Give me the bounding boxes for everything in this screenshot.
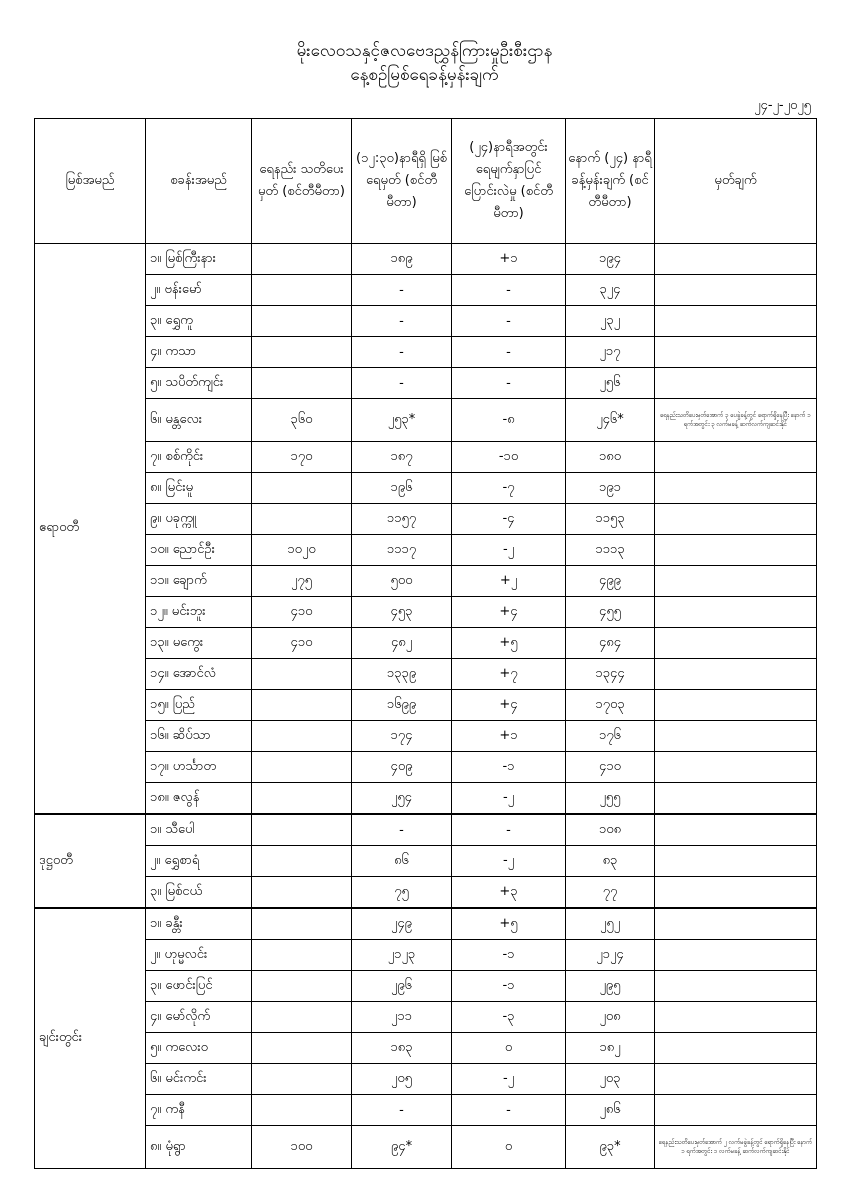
station-name: ၇။ စစ်ကိုင်း — [146, 442, 252, 473]
warning-level — [252, 1064, 352, 1095]
table-row — [35, 908, 817, 940]
station-name: ၈။ မြင်းမူ — [146, 473, 252, 504]
forecast-level: ၂၅၂ — [566, 908, 655, 940]
table-row — [35, 814, 817, 846]
remark — [655, 1095, 817, 1126]
warning-level: ၃၆၀ — [252, 399, 352, 442]
forecast-level: ၂၁၇ — [566, 337, 655, 368]
report-date: ၂၄-၂-၂၀၂၅ — [754, 98, 811, 113]
forecast-level: ၄၁၀ — [566, 752, 655, 783]
remark — [655, 566, 817, 597]
level-change: -၂ — [452, 535, 566, 566]
water-level: ၂၁၁ — [352, 1002, 452, 1033]
warning-level — [252, 337, 352, 368]
remark — [655, 940, 817, 971]
forecast-level: ၁၈၂ — [566, 1033, 655, 1064]
warning-level — [252, 940, 352, 971]
level-change: -၇ — [452, 473, 566, 504]
water-level: - — [352, 368, 452, 399]
remark — [655, 971, 817, 1002]
water-level: - — [352, 814, 452, 846]
table-row — [35, 275, 817, 306]
water-level: ၄၀၉ — [352, 752, 452, 783]
level-change: -၃ — [452, 1002, 566, 1033]
level-change: - — [452, 275, 566, 306]
river-name: ဧရာဝတီ — [35, 244, 146, 815]
warning-level — [252, 846, 352, 877]
remark — [655, 752, 817, 783]
remark — [655, 814, 817, 846]
station-name: ၁၀။ ညောင်ဦး — [146, 535, 252, 566]
level-change: ၀ — [452, 1126, 566, 1169]
warning-level — [252, 877, 352, 909]
river-forecast-table — [34, 118, 817, 1169]
warning-level: ၁၀၀ — [252, 1126, 352, 1169]
station-name: ၁၆။ ဆိပ်သာ — [146, 721, 252, 752]
table-row — [35, 659, 817, 690]
warning-level: ၄၁၀ — [252, 597, 352, 628]
remark — [655, 535, 817, 566]
report-title: နေ့စဉ်မြစ်ရေခန့်မှန်းချက် — [350, 65, 499, 85]
station-name: ၁၃။ မကွေး — [146, 628, 252, 659]
station-name: ၁။ မြစ်ကြီးနား — [146, 244, 252, 275]
level-change: -၂ — [452, 846, 566, 877]
forecast-level: ၄၈၄ — [566, 628, 655, 659]
level-change: -၁ — [452, 752, 566, 783]
table-row — [35, 337, 817, 368]
table-row — [35, 1002, 817, 1033]
remark — [655, 275, 817, 306]
remark — [655, 690, 817, 721]
remark — [655, 1002, 817, 1033]
warning-level — [252, 1002, 352, 1033]
station-name: ၂။ ရွှေစာရံ — [146, 846, 252, 877]
water-level: ၂၅၃* — [352, 399, 452, 442]
remark — [655, 846, 817, 877]
remark — [655, 908, 817, 940]
forecast-level: ၂၀၈ — [566, 1002, 655, 1033]
table-row — [35, 442, 817, 473]
warning-level — [252, 244, 352, 275]
remark — [655, 368, 817, 399]
table-row — [35, 628, 817, 659]
forecast-level: ၄၅၅ — [566, 597, 655, 628]
warning-level: ၂၇၅ — [252, 566, 352, 597]
water-level: ၁၁၅၇ — [352, 504, 452, 535]
water-level: ၁၈၉ — [352, 244, 452, 275]
water-level: ၂၄၉ — [352, 908, 452, 940]
level-change: +၁ — [452, 244, 566, 275]
warning-level — [252, 690, 352, 721]
remark — [655, 473, 817, 504]
station-name: ၁၁။ ချောက် — [146, 566, 252, 597]
table-row — [35, 940, 817, 971]
forecast-level: ၃၂၄ — [566, 275, 655, 306]
remark — [655, 244, 817, 275]
table-row — [35, 783, 817, 815]
level-change: ၀ — [452, 1033, 566, 1064]
table-row — [35, 846, 817, 877]
forecast-level: ၁၇၆ — [566, 721, 655, 752]
col-header-change: (၂၄)နာရီအတွင်း ရေမျက်နှာပြင် ပြောင်းလဲမှု (စင်တီမီတာ) — [452, 119, 566, 244]
warning-level — [252, 783, 352, 815]
col-header-station: စခန်းအမည် — [146, 119, 252, 244]
level-change: -၈ — [452, 399, 566, 442]
station-name: ၂။ ဗန်းမော် — [146, 275, 252, 306]
forecast-level: ၂၁၂၄ — [566, 940, 655, 971]
level-change: - — [452, 814, 566, 846]
station-name: ၁၂။ မင်းဘူး — [146, 597, 252, 628]
level-change: +၂ — [452, 566, 566, 597]
warning-level — [252, 473, 352, 504]
forecast-level: ၂၃၂ — [566, 306, 655, 337]
water-level: ၄၅၃ — [352, 597, 452, 628]
station-name: ၃။ ဖောင်းပြင် — [146, 971, 252, 1002]
forecast-level: ၇၇ — [566, 877, 655, 909]
level-change: - — [452, 337, 566, 368]
remark — [655, 659, 817, 690]
level-change: +၁ — [452, 721, 566, 752]
agency-title: မိုးလေဝသနှင့်ဇလဗေဒညွှန်ကြားမှုဦးစီးဌာန — [296, 41, 553, 61]
level-change: -၁ — [452, 971, 566, 1002]
table-row — [35, 399, 817, 442]
station-name: ၃။ မြစ်ငယ် — [146, 877, 252, 909]
station-name: ၅။ ကလေးဝ — [146, 1033, 252, 1064]
col-header-warning-level: ရေနည်း သတိပေးမှတ် (စင်တီမီတာ) — [252, 119, 352, 244]
level-change: +၃ — [452, 877, 566, 909]
level-change: - — [452, 1095, 566, 1126]
warning-level: ၁၀၂၀ — [252, 535, 352, 566]
water-level: - — [352, 306, 452, 337]
warning-level — [252, 721, 352, 752]
station-name: ၁၅။ ပြည် — [146, 690, 252, 721]
forecast-level: ၁၁၅၃ — [566, 504, 655, 535]
water-level: ၂၅၄ — [352, 783, 452, 815]
remark — [655, 504, 817, 535]
table-row — [35, 535, 817, 566]
station-name: ၄။ ကသာ — [146, 337, 252, 368]
level-change: -၂ — [452, 783, 566, 815]
table-row — [35, 1095, 817, 1126]
water-level: ၇၅ — [352, 877, 452, 909]
remark — [655, 628, 817, 659]
table-row — [35, 473, 817, 504]
warning-level — [252, 275, 352, 306]
table-row — [35, 1064, 817, 1095]
water-level: ၉၄* — [352, 1126, 452, 1169]
forecast-level: ၁၉၁ — [566, 473, 655, 504]
level-change: - — [452, 368, 566, 399]
level-change: +၅ — [452, 628, 566, 659]
warning-level — [252, 1033, 352, 1064]
water-level: ၄၈၂ — [352, 628, 452, 659]
level-change: +၄ — [452, 597, 566, 628]
station-name: ၇။ ကနီ — [146, 1095, 252, 1126]
table-row — [35, 368, 817, 399]
station-name: ၁။ သီပေါ — [146, 814, 252, 846]
warning-level — [252, 814, 352, 846]
table-row — [35, 971, 817, 1002]
water-level: ၂၁၂၃ — [352, 940, 452, 971]
level-change: +၅ — [452, 908, 566, 940]
table-row — [35, 1033, 817, 1064]
col-header-remark: မှတ်ချက် — [655, 119, 817, 244]
station-name: ၆။ မန္တလေး — [146, 399, 252, 442]
station-name: ၁။ ခန္တီး — [146, 908, 252, 940]
level-change: +၄ — [452, 690, 566, 721]
warning-level — [252, 1095, 352, 1126]
warning-level — [252, 659, 352, 690]
remark — [655, 721, 817, 752]
river-name: ချင်းတွင်း — [35, 908, 146, 1169]
station-name: ၁၇။ ဟင်္သာတ — [146, 752, 252, 783]
table-row — [35, 721, 817, 752]
table-header-row — [35, 119, 817, 244]
station-name: ၅။ သပိတ်ကျင်း — [146, 368, 252, 399]
col-header-water-level: (၁၂:၃၀)နာရီရှိ မြစ်ရေမှတ် (စင်တီမီတာ) — [352, 119, 452, 244]
forecast-level: ၄၉၉ — [566, 566, 655, 597]
warning-level — [252, 908, 352, 940]
level-change: -၂ — [452, 1064, 566, 1095]
water-level: ၈၆ — [352, 846, 452, 877]
forecast-level: ၁၃၄၄ — [566, 659, 655, 690]
table-row — [35, 566, 817, 597]
water-level: ၅၀၀ — [352, 566, 452, 597]
remark — [655, 1033, 817, 1064]
level-change: - — [452, 306, 566, 337]
forecast-level: ၁၁၁၃ — [566, 535, 655, 566]
remark — [655, 442, 817, 473]
col-header-river: မြစ်အမည် — [35, 119, 146, 244]
forecast-level: ၂၀၃ — [566, 1064, 655, 1095]
forecast-level: ၁၉၄ — [566, 244, 655, 275]
level-change: -၄ — [452, 504, 566, 535]
station-name: ၆။ မင်းကင်း — [146, 1064, 252, 1095]
station-name: ၂။ ဟုမ္မလင်း — [146, 940, 252, 971]
station-name: ၉။ ပခုက္ကူ — [146, 504, 252, 535]
warning-level — [252, 368, 352, 399]
remark — [655, 337, 817, 368]
table-row — [35, 752, 817, 783]
level-change: -၁၀ — [452, 442, 566, 473]
warning-level: ၁၇၀ — [252, 442, 352, 473]
station-name: ၈။ မုံရွာ — [146, 1126, 252, 1169]
table-body — [35, 244, 817, 1169]
water-level: - — [352, 337, 452, 368]
remark — [655, 1064, 817, 1095]
forecast-level: ၂၅၆ — [566, 368, 655, 399]
station-name: ၃။ ရွှေကူ — [146, 306, 252, 337]
warning-level — [252, 971, 352, 1002]
table-row — [35, 1126, 817, 1169]
water-level: - — [352, 1095, 452, 1126]
water-level: ၁၃၃၉ — [352, 659, 452, 690]
remark: ရေနည်းသတိပေးမှတ်အောက် ၃ ပေခွဲခန့်တွင် ရောက်ရှိနေပြီး နောက် ၁ ရက်အတွင်း ၃ လက်မခန့် ဆက်လက်ကျဆင်းနိုင် — [655, 399, 817, 442]
level-change: -၁ — [452, 940, 566, 971]
warning-level: ၄၁၀ — [252, 628, 352, 659]
forecast-level: ၂၄၆* — [566, 399, 655, 442]
water-level: ၂၉၆ — [352, 971, 452, 1002]
table-row — [35, 244, 817, 275]
forecast-level: ၂၅၅ — [566, 783, 655, 815]
water-level: ၁၈၃ — [352, 1033, 452, 1064]
water-level: ၁၉၆ — [352, 473, 452, 504]
forecast-level: ၁၇၀၃ — [566, 690, 655, 721]
remark: ရေနည်းသတိပေးမှတ်အောက် ၂ လက်မခွဲခန့်တွင် ရောက်ရှိနေပြီး နောက် ၁ ရက်အတွင်း ၁ လက်မခန့် ဆက်လက်ကျဆင်းနိုင် — [655, 1126, 817, 1169]
water-level: - — [352, 275, 452, 306]
remark — [655, 783, 817, 815]
forecast-level: ၈၃ — [566, 846, 655, 877]
station-name: ၁၈။ ဇလွန် — [146, 783, 252, 815]
forecast-level: ၂၉၅ — [566, 971, 655, 1002]
water-level: ၁၁၁၇ — [352, 535, 452, 566]
forecast-level: ၁၈၀ — [566, 442, 655, 473]
remark — [655, 306, 817, 337]
forecast-level: ၁၀၈ — [566, 814, 655, 846]
col-header-forecast: နောက် (၂၄) နာရီ ခန့်မှန်းချက် (စင်တီမီတာ) — [566, 119, 655, 244]
warning-level — [252, 752, 352, 783]
water-level: ၁၇၄ — [352, 721, 452, 752]
table-row — [35, 597, 817, 628]
table-row — [35, 690, 817, 721]
forecast-level: ၉၃* — [566, 1126, 655, 1169]
remark — [655, 597, 817, 628]
table-row — [35, 877, 817, 909]
forecast-level: ၂၈၆ — [566, 1095, 655, 1126]
table-row — [35, 504, 817, 535]
station-name: ၁၄။ အောင်လံ — [146, 659, 252, 690]
remark — [655, 877, 817, 909]
station-name: ၄။ မော်လိုက် — [146, 1002, 252, 1033]
river-name: ဒုဋ္ဌဝတီ — [35, 814, 146, 908]
table-row — [35, 306, 817, 337]
warning-level — [252, 306, 352, 337]
level-change: +၇ — [452, 659, 566, 690]
water-level: ၁၆၉၉ — [352, 690, 452, 721]
warning-level — [252, 504, 352, 535]
water-level: ၂၀၅ — [352, 1064, 452, 1095]
water-level: ၁၈၇ — [352, 442, 452, 473]
